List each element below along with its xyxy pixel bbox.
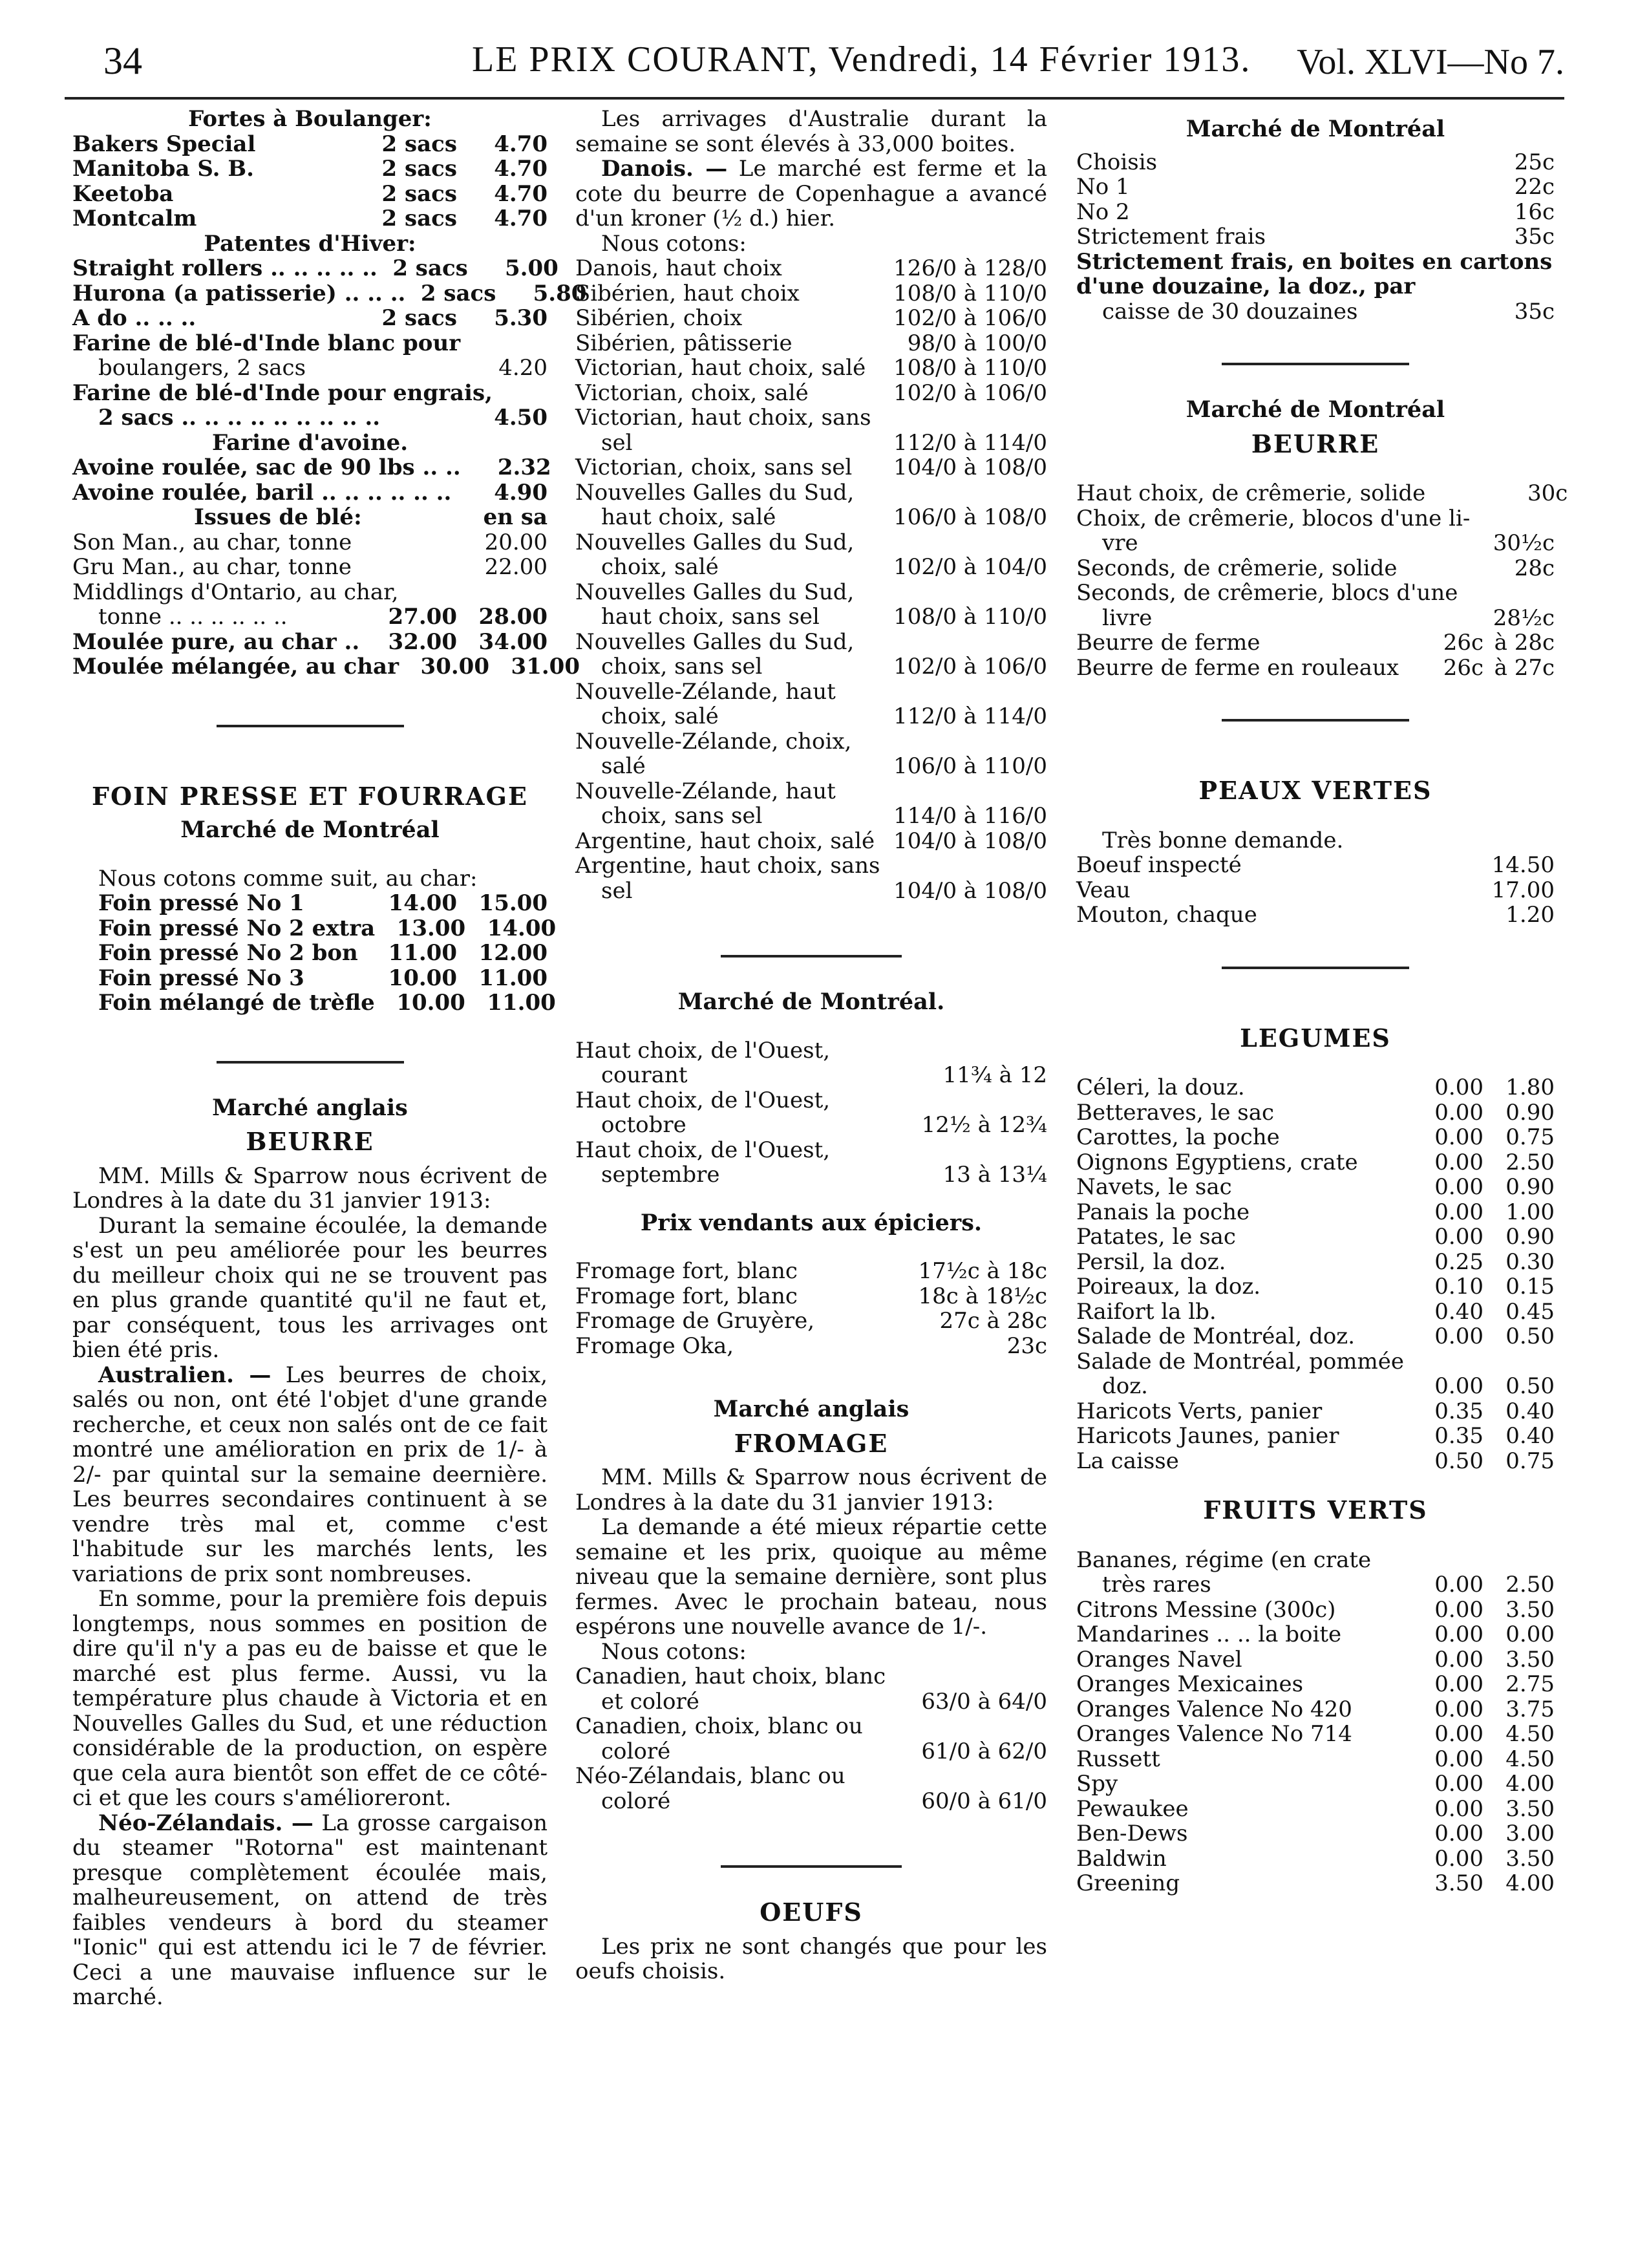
price-row: Boeuf inspecté 14.50 — [1076, 852, 1555, 878]
price-row: Poireaux, la doz. 0.10 0.15 — [1076, 1274, 1555, 1300]
price-row: Navets, le sac 0.00 0.90 — [1076, 1174, 1555, 1200]
price-line: Argentine, haut choix, sans — [575, 853, 880, 879]
price-line: Nouvelles Galles du Sud, — [575, 479, 855, 506]
price-row: Oranges Valence No 420 0.00 3.75 — [1076, 1696, 1555, 1722]
price-row: Keetoba 2 sacs 4.70 — [72, 180, 548, 207]
price-row: vre 30½c — [1102, 530, 1555, 556]
price-line: Nouvelle-Zélande, haut — [575, 778, 836, 804]
market-heading: Marché de Montréal — [180, 817, 440, 843]
price-row: Mandarines .. .. la boite 0.00 0.00 — [1076, 1621, 1555, 1647]
price-row: tonne .. .. .. .. .. .. 27.00 28.00 — [98, 604, 548, 630]
price-row: Strictement frais, en boites en cartons d'une douzaine, la doz., par — [1076, 248, 1553, 299]
divider — [217, 1061, 404, 1064]
price-row: Montcalm 2 sacs 4.70 — [72, 206, 548, 231]
price-row: La caisse 0.50 0.75 — [1076, 1448, 1555, 1474]
section-title: BEURRE — [246, 1127, 374, 1156]
price-line: Seconds, de crêmerie, blocs d'une — [1076, 580, 1458, 606]
price-row: Sibérien, pâtisserie 98/0 à 100/0 — [575, 330, 1047, 356]
price-row: Bakers Special 2 sacs 4.70 — [72, 131, 548, 157]
price-row: Strictement frais 35c — [1076, 224, 1555, 250]
price-row: Betteraves, le sac 0.00 0.90 — [1076, 1099, 1555, 1126]
price-row: Danois, haut choix 126/0 à 128/0 — [575, 255, 1047, 281]
price-line: Haut choix, de l'Ouest, — [575, 1087, 831, 1113]
price-line: Bananes, régime (en crate — [1076, 1546, 1372, 1573]
price-row: sel 112/0 à 114/0 — [601, 429, 1047, 456]
price-row: Sibérien, choix 102/0 à 106/0 — [575, 305, 1047, 331]
market-heading: Marché de Montréal. — [677, 989, 945, 1015]
price-row: Oranges Mexicaines 0.00 2.75 — [1076, 1671, 1555, 1697]
price-row: choix, salé 112/0 à 114/0 — [601, 703, 1047, 729]
price-row: Fromage fort, blanc 17½c à 18c — [575, 1258, 1047, 1284]
price-row: coloré 60/0 à 61/0 — [601, 1788, 1047, 1814]
intro-text: Nous cotons comme suit, au char: — [98, 865, 478, 892]
price-line: Haut choix, de l'Ouest, — [575, 1137, 831, 1163]
section-title: FRUITS VERTS — [1203, 1495, 1428, 1524]
section-heading-row: Issues de blé: en sa — [193, 504, 548, 530]
price-line: Nouvelles Galles du Sud, — [575, 579, 855, 605]
price-row: Carottes, la poche 0.00 0.75 — [1076, 1124, 1555, 1150]
price-row: Greening 3.50 4.00 — [1076, 1870, 1555, 1896]
price-row: Spy 0.00 4.00 — [1076, 1771, 1555, 1797]
price-row: Moulée mélangée, au char 30.00 31.00 — [72, 654, 580, 679]
price-row: 2 sacs .. .. .. .. .. .. .. .. .. 4.50 — [98, 405, 548, 431]
price-row: Argentine, haut choix, salé 104/0 à 108/0 — [575, 828, 1047, 854]
price-row: Pewaukee 0.00 3.50 — [1076, 1795, 1555, 1822]
divider — [1222, 719, 1409, 722]
price-row: doz. 0.00 0.50 — [1102, 1373, 1555, 1399]
market-heading: Marché de Montréal — [1186, 116, 1445, 142]
price-row: Oignons Egyptiens, crate 0.00 2.50 — [1076, 1149, 1555, 1175]
price-row: caisse de 30 douzaines 35c — [1102, 298, 1555, 325]
article-paragraph: Durant la semaine écoulée, la demande s'est un peu améliorée pour les beurres du meilleur choix qui ne se trouvent pas en plus grande quantité qu'il ne faut et, par conséquent, tous les arrivages ont bien été pris. — [72, 1212, 548, 1363]
price-line: Nouvelles Galles du Sud, — [575, 529, 855, 555]
divider — [1222, 363, 1409, 365]
price-row: boulangers, 2 sacs 4.20 — [98, 355, 548, 381]
price-row: Salade de Montréal, doz. 0.00 0.50 — [1076, 1323, 1555, 1349]
price-row: choix, sans sel 102/0 à 106/0 — [601, 654, 1047, 679]
price-row: septembre 13 à 13¼ — [601, 1162, 1047, 1188]
price-row: Panais la poche 0.00 1.00 — [1076, 1199, 1555, 1225]
price-row: Moulée pure, au char .. 32.00 34.00 — [72, 628, 548, 655]
price-row: très rares 0.00 2.50 — [1102, 1572, 1555, 1598]
price-line: Canadien, choix, blanc ou — [575, 1713, 863, 1739]
divider — [721, 1865, 902, 1868]
article-paragraph: En somme, pour la première fois depuis longtemps, nous sommes en position de dire qu'il n'y a pas eu de baisse et que le marché est plus ferme. Aussi, vu la température plus chaude à Victoria et en Nouvelles Galles du Sud, et une réduction considérable de la production, on espère que cela aura bientôt son effet de ce côté-ci et que les cours s'amélioreront. — [72, 1586, 548, 1811]
page-number: 34 — [103, 39, 142, 82]
column-1 — [72, 106, 587, 2010]
price-row: choix, salé 102/0 à 104/0 — [601, 554, 1047, 580]
price-row: Haut choix, de crêmerie, solide 30c — [1076, 480, 1568, 506]
price-row: Beurre de ferme 26c à 28c — [1076, 630, 1555, 656]
price-row: Foin pressé No 2 bon 11.00 12.00 — [98, 940, 548, 966]
section-heading: Patentes d'Hiver: — [204, 230, 416, 257]
price-line: Néo-Zélandais, blanc ou — [575, 1763, 845, 1789]
page-header — [65, 26, 1564, 100]
price-row: livre 28½c — [1102, 604, 1555, 631]
price-line: Canadien, haut choix, blanc — [575, 1664, 886, 1689]
price-row: Avoine roulée, baril .. .. .. .. .. .. 4.90 — [72, 479, 548, 506]
price-row: Hurona (a patisserie) .. .. .. 2 sacs 5.80 — [72, 280, 587, 306]
newspaper-title: LE PRIX COURANT, Vendredi, 14 Février 1913. — [472, 39, 1251, 80]
price-row: Foin pressé No 1 14.00 15.00 — [98, 890, 548, 916]
intro-text: Nous cotons: — [601, 230, 747, 257]
price-row: haut choix, sans sel 108/0 à 110/0 — [601, 604, 1047, 630]
section-heading: Farine d'avoine. — [211, 429, 409, 456]
price-row: Foin mélangé de trèfle 10.00 11.00 — [98, 990, 556, 1016]
price-row: et coloré 63/0 à 64/0 — [601, 1688, 1047, 1715]
section-title: OEUFS — [760, 1898, 863, 1927]
price-row: Victorian, choix, sans sel 104/0 à 108/0 — [575, 455, 1047, 480]
price-row: Manitoba S. B. 2 sacs 4.70 — [72, 156, 548, 182]
article-paragraph: Les arrivages d'Australie durant la semaine se sont élevés à 33,000 boites. — [575, 106, 1047, 157]
price-row: Straight rollers .. .. .. .. .. 2 sacs 5.00 — [72, 255, 558, 281]
price-row: A do .. .. .. 2 sacs 5.30 — [72, 305, 548, 331]
price-row: haut choix, salé 106/0 à 108/0 — [601, 504, 1047, 530]
price-row: Oranges Valence No 714 0.00 4.50 — [1076, 1721, 1555, 1747]
price-row: Seconds, de crêmerie, solide 28c — [1076, 555, 1555, 581]
price-row: Baldwin 0.00 3.50 — [1076, 1845, 1555, 1872]
price-row: No 1 22c — [1076, 174, 1555, 200]
divider — [217, 725, 404, 727]
price-row: Haricots Verts, panier 0.35 0.40 — [1076, 1398, 1555, 1424]
price-row: Haricots Jaunes, panier 0.35 0.40 — [1076, 1423, 1555, 1449]
price-row: Mouton, chaque 1.20 — [1076, 902, 1555, 928]
article-paragraph: Australien. — Les beurres de choix, salés ou non, ont été l'objet d'une grande recherche, et ceux non salés ont de ce fait montré une amélioration en prix de 1/- à 2/- par quintal sur la semaine deernière. Les beurres secondaires continuent à se vendre très mal et, comme c'est l'habitude sur les marchés lents, les variations de prix sont nombreuses. — [72, 1362, 548, 1587]
price-row: Fromage Oka, 23c — [575, 1332, 1047, 1359]
price-row: Gru Man., au char, tonne 22.00 — [72, 554, 548, 580]
price-row: coloré 61/0 à 62/0 — [601, 1738, 1047, 1764]
market-heading: Marché de Montréal — [1186, 396, 1445, 423]
article-paragraph: Danois. — Le marché est ferme et la cote du beurre de Copenhague a avancé d'un kroner (½ d.) hier. — [575, 156, 1047, 231]
price-row: Céleri, la douz. 0.00 1.80 — [1076, 1075, 1555, 1100]
price-line: Nouvelles Galles du Sud, — [575, 628, 855, 655]
intro-text: Très bonne demande. — [1102, 827, 1344, 853]
price-line: Farine de blé-d'Inde blanc pour — [72, 330, 461, 356]
price-row: Victorian, haut choix, salé 108/0 à 110/0 — [575, 355, 1047, 381]
article-paragraph: Néo-Zélandais. — La grosse cargaison du steamer "Rotorna" est maintenant presque complètement écoulée mais, malheureusement, on attend de très faibles vendeurs à bord du steamer "Ionic" qui est attendu ici le 7 de février. Ceci a une mauvaise influence sur le marché. — [72, 1810, 548, 2010]
market-heading: Marché anglais — [713, 1396, 909, 1422]
price-row: Victorian, choix, salé 102/0 à 106/0 — [575, 380, 1047, 406]
article-paragraph: MM. Mills & Sparrow nous écrivent de Londres à la date du 31 janvier 1913: — [575, 1464, 1047, 1515]
price-row: Ben-Dews 0.00 3.00 — [1076, 1821, 1555, 1846]
price-row: Beurre de ferme en rouleaux 26c à 27c — [1076, 654, 1555, 681]
section-title: FROMAGE — [734, 1428, 889, 1458]
price-line: Nouvelle-Zélande, choix, — [575, 728, 852, 754]
price-row: Fromage de Gruyère, 27c à 28c — [575, 1308, 1047, 1334]
price-row: Citrons Messine (300c) 0.00 3.50 — [1076, 1596, 1555, 1623]
market-heading: Marché anglais — [212, 1094, 408, 1121]
price-line: Farine de blé-d'Inde pour engrais, — [72, 380, 493, 406]
price-row: Persil, la doz. 0.25 0.30 — [1076, 1248, 1555, 1275]
price-row: Fromage fort, blanc 18c à 18½c — [575, 1283, 1047, 1309]
price-row: Oranges Navel 0.00 3.50 — [1076, 1646, 1555, 1673]
price-line: Middlings d'Ontario, au char, — [72, 579, 399, 605]
price-row: Veau 17.00 — [1076, 877, 1555, 903]
section-title: LEGUMES — [1240, 1023, 1391, 1053]
price-row: sel 104/0 à 108/0 — [601, 877, 1047, 904]
price-row: Russett 0.00 4.50 — [1076, 1746, 1555, 1772]
price-row: Son Man., au char, tonne 20.00 — [72, 529, 548, 555]
section-heading: Fortes à Boulanger: — [188, 106, 432, 132]
market-heading: Prix vendants aux épiciers. — [640, 1209, 983, 1236]
column-3 — [1076, 107, 1568, 1896]
price-row: salé 106/0 à 110/0 — [601, 753, 1047, 779]
price-row: Raifort la lb. 0.40 0.45 — [1076, 1298, 1555, 1325]
price-row: Foin pressé No 3 10.00 11.00 — [98, 965, 548, 991]
price-line: Choix, de crêmerie, blocos d'une li- — [1076, 505, 1471, 531]
price-line: Haut choix, de l'Ouest, — [575, 1037, 831, 1064]
price-row: Avoine roulée, sac de 90 lbs .. .. 2.32 — [72, 455, 551, 480]
divider — [1222, 967, 1409, 969]
section-title: BEURRE — [1251, 429, 1380, 458]
price-line: Victorian, haut choix, sans — [575, 405, 871, 431]
article-paragraph: La demande a été mieux répartie cette semaine et les prix, quoique au même niveau que la semaine dernière, sont plus fermes. Avec le prochain bateau, nous espérons une nouvelle avance de 1/-. — [575, 1514, 1047, 1640]
article-paragraph: Les prix ne sont changés que pour les oeufs choisis. — [575, 1933, 1047, 1984]
column-2 — [575, 107, 1047, 1984]
price-row: Foin pressé No 2 extra 13.00 14.00 — [98, 915, 557, 941]
section-title: PEAUX VERTES — [1198, 776, 1432, 805]
price-row: No 2 16c — [1076, 198, 1555, 225]
price-row: Sibérien, haut choix 108/0 à 110/0 — [575, 280, 1047, 306]
divider — [721, 955, 902, 957]
price-row: courant 11¾ à 12 — [601, 1062, 1047, 1088]
section-title: FOIN PRESSE ET FOURRAGE — [92, 781, 528, 811]
price-row: Choisis 25c — [1076, 149, 1555, 175]
price-line: Salade de Montréal, pommée — [1076, 1348, 1405, 1375]
price-row: octobre 12½ à 12¾ — [601, 1112, 1047, 1138]
article-paragraph: MM. Mills & Sparrow nous écrivent de Londres à la date du 31 janvier 1913: — [72, 1162, 548, 1214]
intro-text: Nous cotons: — [601, 1638, 747, 1665]
price-line: Nouvelle-Zélande, haut — [575, 678, 836, 705]
price-row: choix, sans sel 114/0 à 116/0 — [601, 803, 1047, 829]
price-row: Patates, le sac 0.00 0.90 — [1076, 1224, 1555, 1250]
volume-number: Vol. XLVI—No 7. — [1297, 42, 1564, 82]
